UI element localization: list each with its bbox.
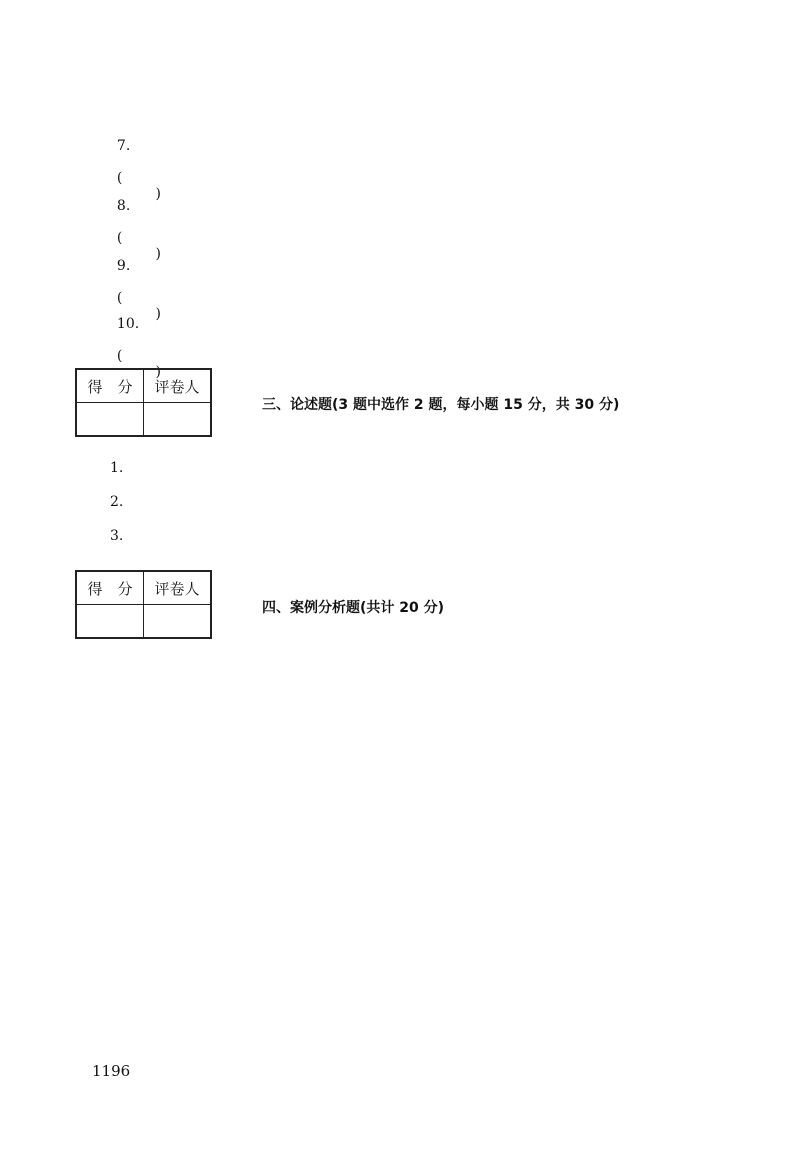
essay-item-1: 1. bbox=[110, 460, 124, 476]
score-box-section4 bbox=[75, 570, 212, 639]
score-label: 得 分 bbox=[76, 571, 144, 605]
close-paren: ) bbox=[155, 364, 161, 380]
score-label: 得 分 bbox=[76, 369, 144, 403]
section4-title: 四、案例分析题(共计 20 分) bbox=[262, 600, 445, 616]
score-cell[interactable] bbox=[76, 403, 144, 437]
open-paren: ( bbox=[116, 230, 123, 246]
answer-number: 9. bbox=[116, 258, 131, 274]
close-paren: ) bbox=[155, 186, 161, 202]
answer-number: 8. bbox=[116, 198, 131, 214]
answer-number: 7. bbox=[116, 138, 131, 154]
answer-number: 10. bbox=[116, 316, 140, 332]
grader-label: 评卷人 bbox=[144, 571, 212, 605]
grader-cell[interactable] bbox=[144, 605, 212, 639]
essay-item-2: 2. bbox=[110, 494, 124, 510]
open-paren: ( bbox=[116, 348, 123, 364]
grader-label: 评卷人 bbox=[144, 369, 212, 403]
grader-cell[interactable] bbox=[144, 403, 212, 437]
section3-title: 三、论述题(3 题中选作 2 题，每小题 15 分，共 30 分) bbox=[262, 397, 620, 413]
page-number: 1196 bbox=[92, 1062, 131, 1080]
score-box-section3 bbox=[75, 368, 212, 437]
open-paren: ( bbox=[116, 170, 123, 186]
open-paren: ( bbox=[116, 290, 123, 306]
close-paren: ) bbox=[155, 246, 161, 262]
score-cell[interactable] bbox=[76, 605, 144, 639]
essay-item-3: 3. bbox=[110, 528, 124, 544]
close-paren: ) bbox=[155, 306, 161, 322]
